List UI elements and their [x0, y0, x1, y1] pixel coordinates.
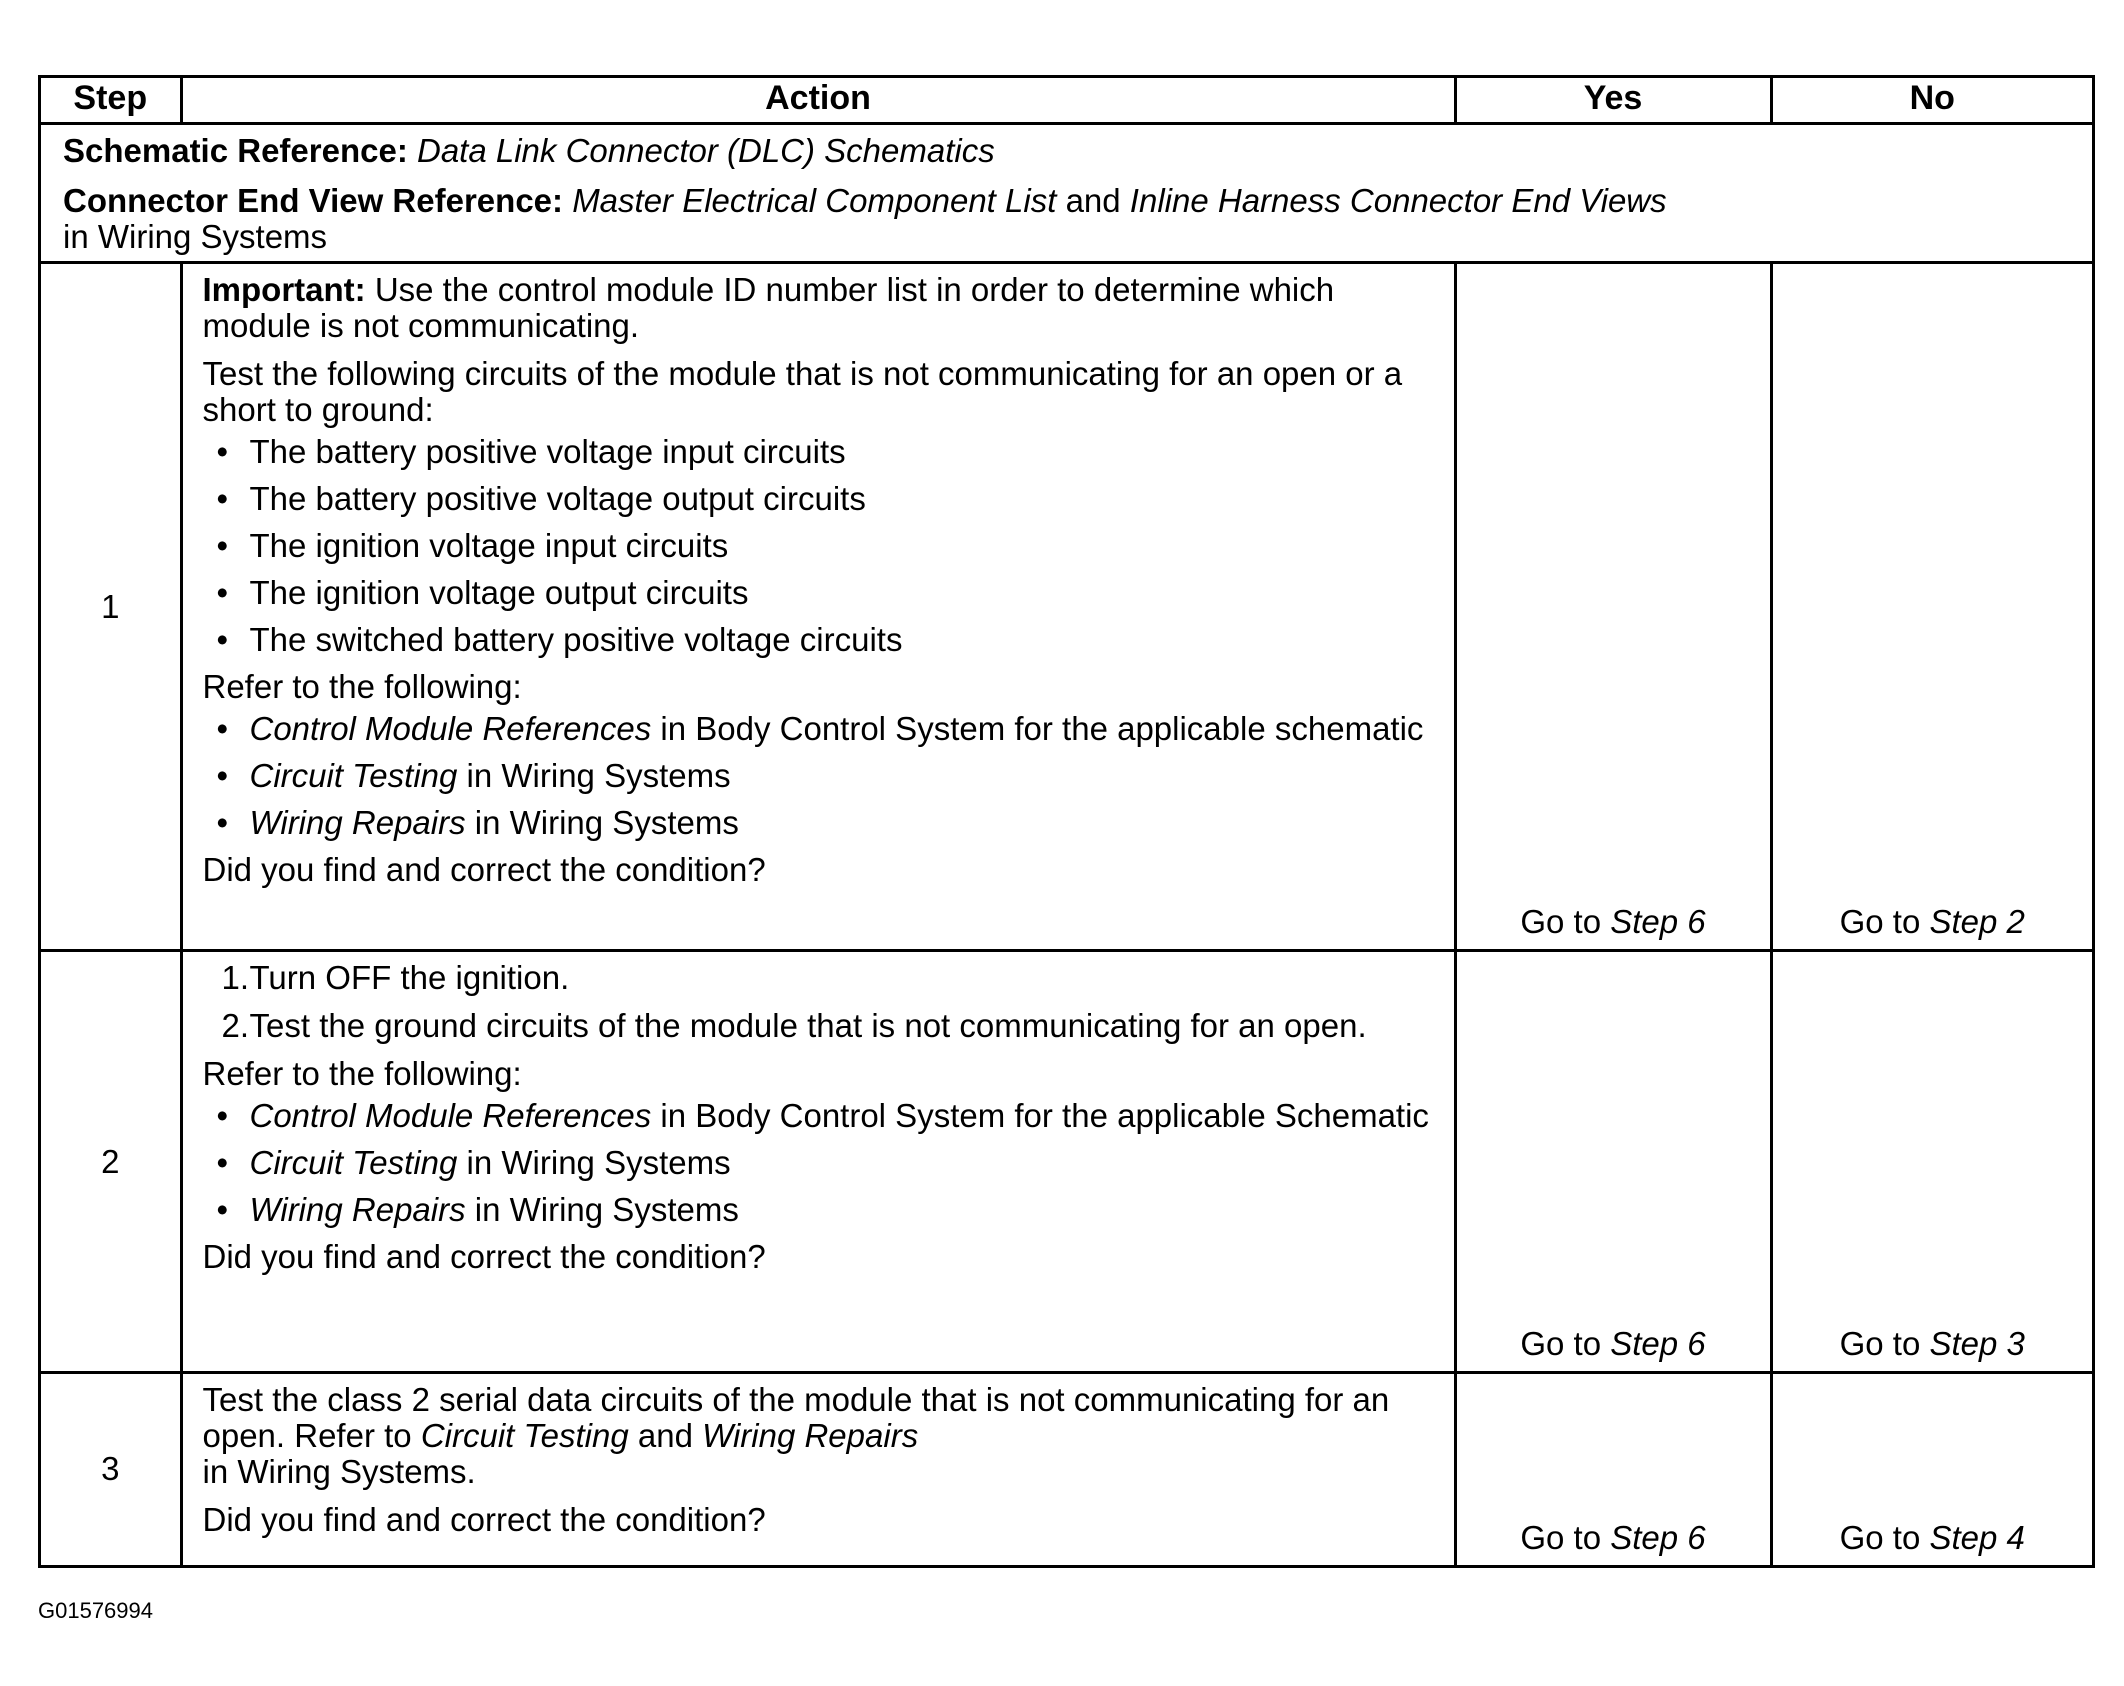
- reference-link[interactable]: Wiring Repairs: [702, 1417, 919, 1454]
- connector-reference-label: Connector End View Reference:: [63, 182, 564, 219]
- step-action: [181, 951, 1455, 1373]
- schematic-reference-link: Data Link Connector (DLC) Schematics: [417, 132, 995, 169]
- important-text: Use the control module ID number list in order to determine which module is not communicating.: [202, 271, 1335, 344]
- header-yes: Yes: [1455, 78, 1771, 124]
- reference-rest: in Wiring Systems: [466, 1144, 731, 1181]
- reference-list: [203, 1098, 1434, 1228]
- step-row-1: [41, 263, 2092, 951]
- list-item: [203, 1192, 1434, 1228]
- yes-answer[interactable]: [1455, 1373, 1771, 1565]
- step-number: 1: [41, 263, 181, 951]
- header-action: Action: [181, 78, 1455, 124]
- yes-answer[interactable]: [1455, 263, 1771, 951]
- important-note: [203, 272, 1434, 344]
- step-number: 2: [41, 951, 181, 1373]
- connector-reference-and: and: [1065, 182, 1121, 219]
- refer-text: Refer to the following:: [202, 1055, 522, 1092]
- no-step-link[interactable]: Step 3: [1929, 1325, 2025, 1362]
- yes-step-link[interactable]: Step 6: [1610, 903, 1706, 940]
- yes-prefix: Go to: [1520, 903, 1602, 940]
- test-intro: Test the following circuits of the module that is not communicating for an open or a short to ground:: [202, 355, 1403, 428]
- reference-link[interactable]: Circuit Testing: [249, 757, 458, 794]
- header-row: [41, 78, 2092, 124]
- header-no: No: [1771, 78, 2092, 124]
- figure-id: G01576994: [38, 1598, 153, 1623]
- step-3-text: [203, 1382, 1434, 1490]
- list-item: [203, 1008, 1434, 1044]
- reference-rest: in Wiring Systems: [466, 757, 731, 794]
- list-item: • The ignition voltage output circuits: [203, 575, 1434, 611]
- step-text-b: and: [637, 1417, 693, 1454]
- yes-answer[interactable]: [1455, 951, 1771, 1373]
- no-step-link[interactable]: Step 2: [1929, 903, 2025, 940]
- reference-rest: in Body Control System for the applicable Schematic: [660, 1097, 1429, 1134]
- yes-prefix: Go to: [1520, 1325, 1602, 1362]
- diagnostic-table: [41, 78, 2092, 1565]
- list-item: • The ignition voltage input circuits: [203, 528, 1434, 564]
- refer-text: Refer to the following:: [202, 668, 522, 705]
- reference-link[interactable]: Circuit Testing: [249, 1144, 458, 1181]
- step-action: [181, 1373, 1455, 1565]
- diagnostic-table-frame: [38, 75, 2095, 1568]
- step-question: Did you find and correct the condition?: [202, 1238, 766, 1275]
- no-step-link[interactable]: Step 4: [1929, 1518, 2025, 1556]
- list-item: [203, 1145, 1434, 1181]
- connector-reference-link-2: Inline Harness Connector End Views: [1129, 182, 1667, 219]
- no-answer[interactable]: [1771, 951, 2092, 1373]
- list-item: • The battery positive voltage input circuits: [203, 434, 1434, 470]
- list-item: • The switched battery positive voltage circuits: [203, 622, 1434, 658]
- list-item: [203, 805, 1434, 841]
- list-item: [203, 758, 1434, 794]
- list-item: [203, 711, 1434, 747]
- list-item: [203, 1098, 1434, 1134]
- reference-row: [41, 124, 2092, 263]
- list-item: [203, 960, 1434, 996]
- step-row-2: [41, 951, 2092, 1373]
- yes-step-link[interactable]: Step 6: [1610, 1325, 1706, 1362]
- step-question: Did you find and correct the condition?: [202, 851, 766, 888]
- step-text-c: in Wiring Systems.: [202, 1453, 476, 1490]
- reference-cell: [41, 124, 2092, 263]
- list-text: Turn OFF the ignition.: [249, 959, 570, 996]
- important-label: Important:: [202, 271, 366, 308]
- schematic-reference-label: Schematic Reference:: [63, 132, 408, 169]
- no-prefix: Go to: [1839, 903, 1921, 940]
- reference-rest: in Body Control System for the applicable schematic: [660, 710, 1424, 747]
- reference-link[interactable]: Circuit Testing: [420, 1417, 629, 1454]
- step-question: Did you find and correct the condition?: [202, 1501, 766, 1538]
- step-number: 3: [41, 1373, 181, 1565]
- step-text-a: Test the class 2 serial data circuits of the module that is not communicating for an open. Refer to: [202, 1381, 1390, 1454]
- reference-link[interactable]: Control Module References: [249, 1097, 652, 1134]
- yes-step-link[interactable]: Step 6: [1610, 1518, 1706, 1556]
- no-answer[interactable]: [1771, 1373, 2092, 1565]
- list-item: • The battery positive voltage output circuits: [203, 481, 1434, 517]
- no-answer[interactable]: [1771, 263, 2092, 951]
- list-number: 1.: [221, 959, 250, 996]
- reference-rest: in Wiring Systems: [474, 804, 739, 841]
- yes-prefix: Go to: [1520, 1518, 1602, 1556]
- reference-link[interactable]: Control Module References: [249, 710, 652, 747]
- reference-link[interactable]: Wiring Repairs: [249, 1191, 466, 1228]
- numbered-list: [203, 960, 1434, 1044]
- no-prefix: Go to: [1839, 1325, 1921, 1362]
- connector-reference-tail: in Wiring Systems: [63, 218, 328, 255]
- step-action: [181, 263, 1455, 951]
- connector-reference-link-1: Master Electrical Component List: [572, 182, 1057, 219]
- connector-reference: [63, 183, 2070, 255]
- list-number: 2.: [221, 1007, 250, 1044]
- reference-link[interactable]: Wiring Repairs: [249, 804, 466, 841]
- list-text: Test the ground circuits of the module that is not communicating for an open.: [249, 1007, 1367, 1044]
- schematic-reference: [63, 133, 2070, 169]
- reference-rest: in Wiring Systems: [474, 1191, 739, 1228]
- circuit-list: [203, 434, 1434, 658]
- header-step: Step: [41, 78, 181, 124]
- step-row-3: [41, 1373, 2092, 1565]
- no-prefix: Go to: [1839, 1518, 1921, 1556]
- reference-list: [203, 711, 1434, 841]
